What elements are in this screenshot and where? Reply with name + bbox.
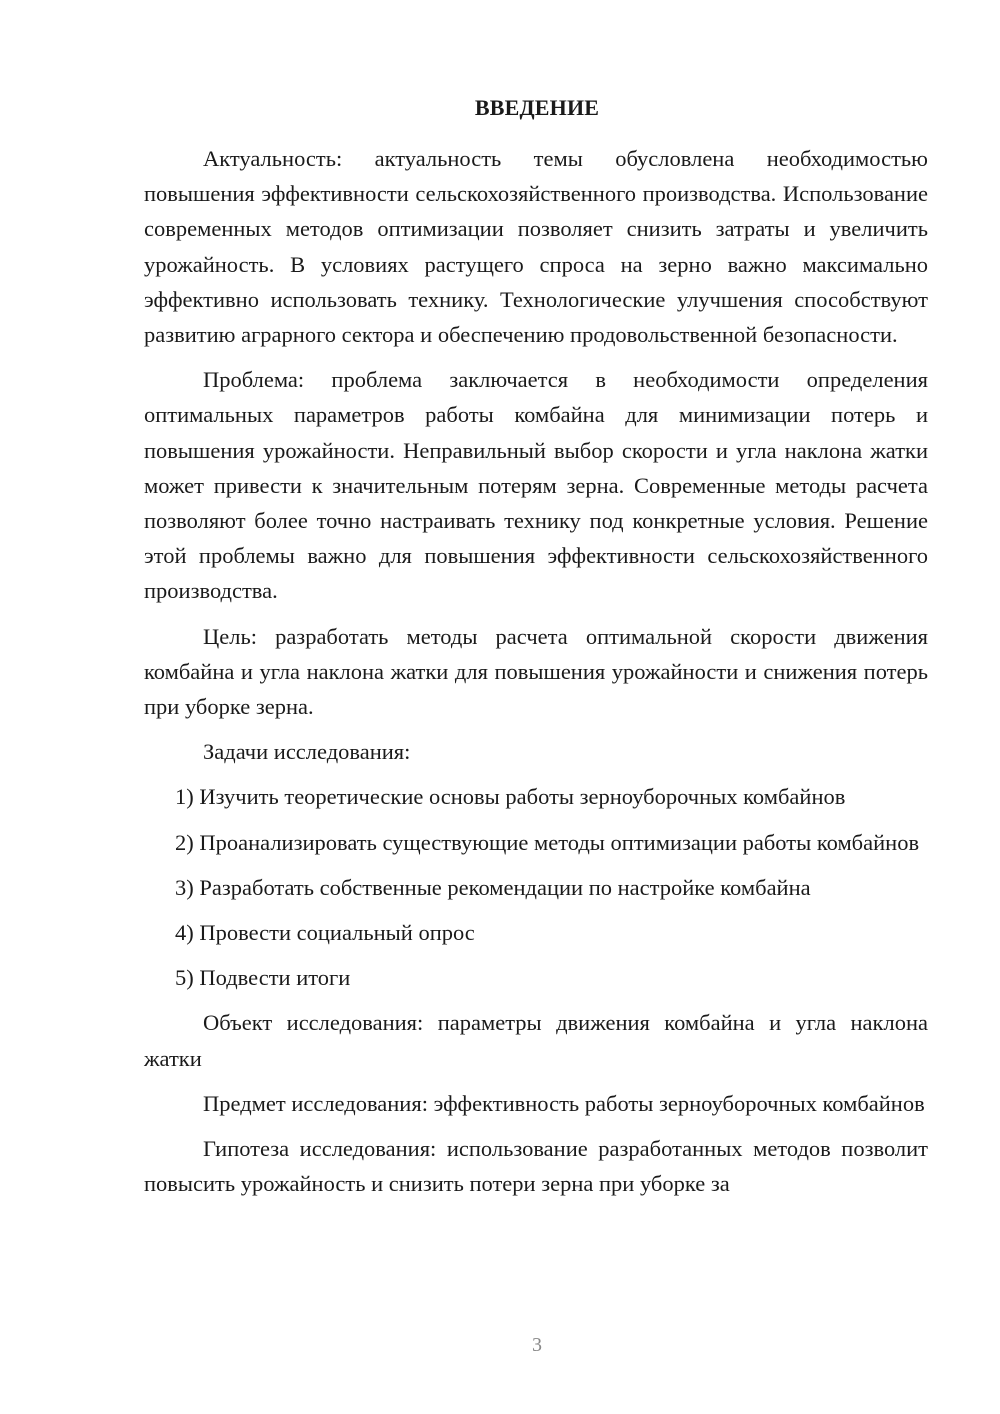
task-item-1: 1) Изучить теоретические основы работы зерноуборочных комбайнов [175,784,846,810]
object-paragraph: Объект исследования: параметры движения комбайна и угла наклона жатки [144,1010,928,1071]
relevance-paragraph: Актуальность: актуальность темы обусловлена необходимостью повышения эффективности сельскохозяйственного производства. Использование современных методов оптимизации позволяет снизить затраты и увеличить урожайность. В условиях растущего спроса на зерно важно максимально эффективно использовать технику. Технологические улучшения способствуют развитию аграрного сектора и обеспечению продовольственной безопасности. [144,146,928,348]
page-number: 3 [532,1334,542,1356]
task-item-3: 3) Разработать собственные рекомендации по настройке комбайна [175,874,811,900]
subject-paragraph: Предмет исследования: эффективность работы зерноуборочных комбайнов [203,1090,925,1116]
section-heading: ВВЕДЕНИЕ [474,95,600,120]
task-item-5: 5) Подвести итоги [175,965,351,991]
document-body [144,141,928,1211]
hypothesis-paragraph: Гипотеза исследования: использование разработанных методов позволит повысить урожайность и снизить потери зерна при уборке за [144,1136,928,1197]
problem-paragraph: Проблема: проблема заключается в необходимости определения оптимальных параметров работы комбайна для минимизации потерь и повышения урожайности. Неправильный выбор скорости и угла наклона жатки может привести к значительным потерям зерна. Современные методы расчета позволяют более точно настраивать технику под конкретные условия. Решение этой проблемы важно для повышения эффективности сельскохозяйственного производства. [144,367,928,604]
goal-paragraph: Цель: разработать методы расчета оптимальной скорости движения комбайна и угла наклона жатки для повышения урожайности и снижения потерь при уборке зерна. [144,623,928,720]
task-item-2: 2) Проанализировать существующие методы оптимизации работы комбайнов [175,829,920,855]
task-item-4: 4) Провести социальный опрос [175,920,475,946]
tasks-heading: Задачи исследования: [203,739,411,765]
